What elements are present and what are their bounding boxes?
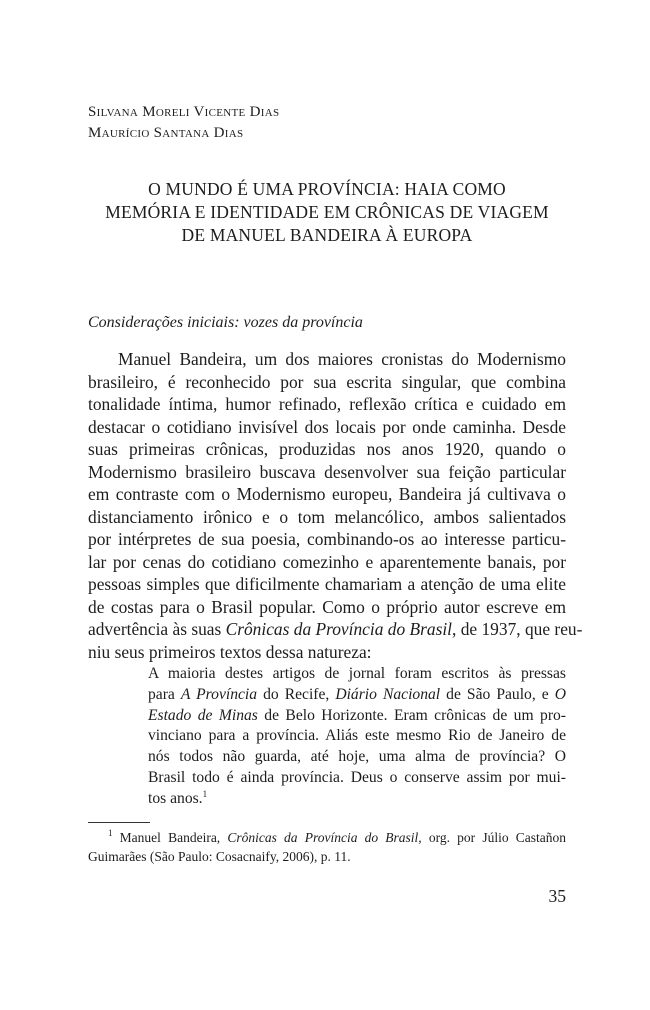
- footnote-reference[interactable]: 1: [202, 788, 208, 799]
- paragraph-line: brasileiro, é reconhecido por sua escrita singular, que combina: [88, 371, 566, 392]
- paragraph-line: lar por cenas do cotidiano comezinho e aparentemente banais, por: [88, 551, 566, 572]
- paragraph-line: em contraste com o Modernismo europeu, Bandeira já cultivava o: [88, 484, 566, 504]
- block-quote: [148, 664, 566, 810]
- paragraph-line: tonalidade íntima, humor refinado, reflexão crítica e cuidado em: [88, 394, 566, 414]
- newspaper-title-italic: Estado de Minas: [148, 706, 258, 724]
- footnote-line: $^1$ Manuel Bandeira, Crônicas da Província do Brasil, org. por Júlio Castañon: [108, 828, 567, 845]
- quote-line: A maioria destes artigos de jornal foram escritos às pressas: [148, 665, 566, 682]
- author-list: [88, 102, 279, 144]
- quote-line: vinciano para a província. Aliás este mesmo Rio de Janeiro de: [148, 727, 566, 745]
- book-title-italic: Crônicas da Província do Brasil: [225, 619, 453, 639]
- paragraph-line: advertência às suas Crônicas da Província do Brasil, de 1937, que reu-: [88, 619, 583, 639]
- quote-line: para A Província do Recife, Diário Nacional de São Paulo, e O: [148, 685, 566, 703]
- quote-line: Brasil todo é ainda província. Deus o conserve assim por mui-: [148, 768, 566, 786]
- paragraph-line: de costas para o Brasil popular. Como o próprio autor escreve em: [88, 596, 566, 617]
- footnote-divider: [88, 822, 150, 823]
- quote-line: nós todos não guarda, até hoje, uma alma de província? O: [148, 748, 566, 766]
- book-title-italic: Crônicas da Província do Brasil,: [227, 830, 422, 845]
- paragraph-line: Modernismo brasileiro buscava desenvolver sua feição particular: [88, 461, 566, 482]
- paragraph-line: por intérpretes de sua poesia, combinando-os ao interesse particu-: [88, 529, 566, 549]
- author-name: Maurício Santana Dias: [88, 125, 244, 141]
- newspaper-title-italic: O: [554, 685, 566, 703]
- paragraph-line: pessoas simples que dificilmente chamariam a atenção de uma elite: [88, 574, 566, 594]
- author-name: Silvana Moreli Vicente Dias: [88, 104, 280, 120]
- footnote: [88, 828, 566, 866]
- page-number: 35: [548, 886, 566, 906]
- paragraph-line: Manuel Bandeira, um dos maiores cronistas do Modernismo: [118, 349, 566, 369]
- footnote-line: Guimarães (São Paulo: Cosacnaify, 2006), p. 11.: [88, 849, 351, 864]
- body-paragraph: [88, 348, 583, 663]
- newspaper-title-italic: Diário Nacional: [335, 685, 441, 703]
- chapter-title: [88, 178, 566, 247]
- quote-line: tos anos.$^1$: [148, 788, 208, 807]
- title-line: DE MANUEL BANDEIRA À EUROPA: [181, 225, 473, 245]
- section-heading: Considerações iniciais: vozes da província: [88, 314, 363, 331]
- paragraph-line: destacar o cotidiano invisível dos locais por onde caminha. Desde: [88, 416, 566, 437]
- footnote-number: 1: [108, 828, 113, 838]
- quote-line: Estado de Minas de Belo Horizonte. Eram crônicas de um pro-: [148, 706, 567, 724]
- paragraph-line: niu seus primeiros textos dessa natureza:: [88, 641, 372, 662]
- newspaper-title-italic: A Província: [180, 685, 258, 703]
- paragraph-line: distanciamento irônico e o tom melancólico, ambos salientados: [88, 506, 566, 527]
- title-line: MEMÓRIA E IDENTIDADE EM CRÔNICAS DE VIAGEM: [105, 202, 549, 222]
- title-line: O MUNDO É UMA PROVÍNCIA: HAIA COMO: [148, 179, 506, 199]
- paragraph-line: suas primeiras crônicas, produzidas nos anos 1920, quando o: [88, 439, 566, 459]
